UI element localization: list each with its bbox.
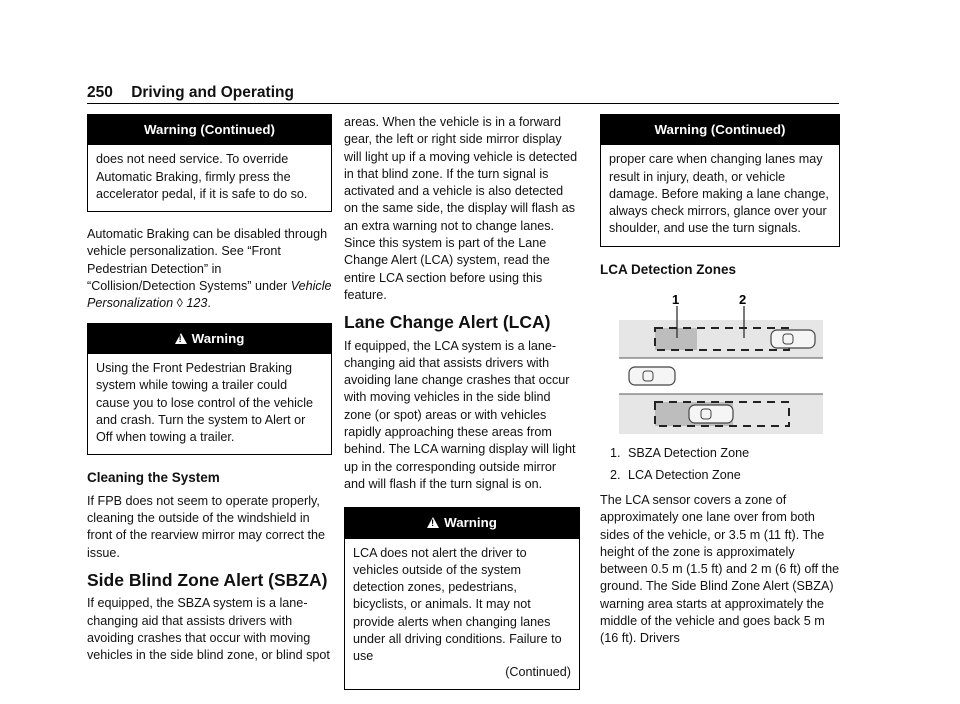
continued-label: (Continued) xyxy=(505,664,571,679)
lca-detection-zones-diagram xyxy=(619,294,829,434)
zones-heading: LCA Detection Zones xyxy=(600,261,737,277)
page-number: 250 xyxy=(87,84,113,101)
sbza-heading: Side Blind Zone Alert (SBZA) xyxy=(87,569,328,590)
page-reference[interactable]: 123 xyxy=(186,296,208,311)
host-car-icon xyxy=(629,367,675,385)
page-header xyxy=(87,84,294,102)
warning-triangle-icon xyxy=(175,333,187,344)
header-rule xyxy=(87,103,839,104)
lca-sensor-paragraph: The LCA sensor covers a zone of approximately one lane over from both sides of the vehicle, or 3.5 m (11 ft). The height of the zone is approximately between 0.5 m (1.5 ft) and 2 m (6 ft) off the ground. The Side Blind Zone Alert (SBZA) warning area starts at approximately the middle of the vehicle and goes back 5 m (16 ft). Drivers xyxy=(600,492,840,646)
section-title: Driving and Operating xyxy=(131,84,294,101)
warning-box-lca xyxy=(344,507,580,690)
warning-box-continued xyxy=(600,114,840,247)
callout-2: 2 xyxy=(739,294,747,308)
zone-legend-list xyxy=(600,445,840,484)
paragraph-disable-braking: Automatic Braking can be disabled through vehicle personalization. See “Front Pedestrian Detection” in “Collision/Detection Systems” under Vehicle Personalization ◊ 123. xyxy=(87,227,332,311)
column-1 xyxy=(87,114,332,674)
cross-reference[interactable]: Vehicle Personalization xyxy=(87,279,332,311)
callout-1: 1 xyxy=(672,294,680,308)
lca-heading: Lane Change Alert (LCA) xyxy=(344,312,551,333)
warning-header: Warning (Continued) xyxy=(601,115,839,145)
warning-header: !Warning xyxy=(345,508,579,538)
legend-item: 1. SBZA Detection Zone xyxy=(624,445,840,462)
warning-body: Using the Front Pedestrian Braking system while towing a trailer could cause you to lose control of the vehicle and crash. Turn the system to Alert or Off when towing a trailer. xyxy=(96,360,314,445)
column-2 xyxy=(344,114,580,704)
reference-arrow-icon: ◊ xyxy=(176,296,183,311)
warning-body: LCA does not alert the driver to vehicles outside of the system detection zones, pedestrians, bicyclists, or animals. It may not provide alerts when changing lanes under all driving conditions. Failure to use (Continued) xyxy=(345,539,579,689)
cleaning-heading: Cleaning the System xyxy=(87,470,220,486)
cleaning-paragraph: If FPB does not seem to operate properly, cleaning the outside of the windshield in front of the rearview mirror may correct the issue. xyxy=(87,493,325,560)
warning-body: proper care when changing lanes may result in injury, death, or vehicle damage. Before making a lane change, always check mirrors, glance over your shoulder, and use the turn signals. xyxy=(609,152,829,236)
warning-header: !Warning xyxy=(88,324,331,354)
lca-paragraph: If equipped, the LCA system is a lane-changing aid that assists drivers with avoiding lane change crashes that occur with moving vehicles in the side blind zone (or spot) areas or with vehicles rapidly approaching these areas from behind. The LCA warning display will light up in the corresponding outside mirror and will flash if the turn signal is on. xyxy=(344,338,576,491)
legend-item: 2. LCA Detection Zone xyxy=(624,467,840,484)
warning-box-continued xyxy=(87,114,332,212)
warning-header: Warning (Continued) xyxy=(88,115,331,145)
warning-box-towing xyxy=(87,323,332,456)
sbza-continued-paragraph: areas. When the vehicle is in a forward gear, the left or right side mirror display will light up if a moving vehicle is detected in that blind zone. If the turn signal is activated and a vehicle is also detected on the same side, the display will flash as an extra warning not to change lanes. Since this system is part of the Lane Change Alert (LCA) system, read the entire LCA section before using this feature. xyxy=(344,115,578,302)
warning-body: does not need service. To override Automatic Braking, firmly press the accelerator pedal, if it is safe to do so. xyxy=(96,152,308,201)
warning-triangle-icon xyxy=(427,517,439,528)
column-3 xyxy=(600,114,840,658)
sbza-paragraph: If equipped, the SBZA system is a lane-changing aid that assists drivers with avoiding crashes that occur with moving vehicles in the side blind zone, or blind spot xyxy=(87,596,330,663)
sbza-zone-upper xyxy=(655,328,697,350)
